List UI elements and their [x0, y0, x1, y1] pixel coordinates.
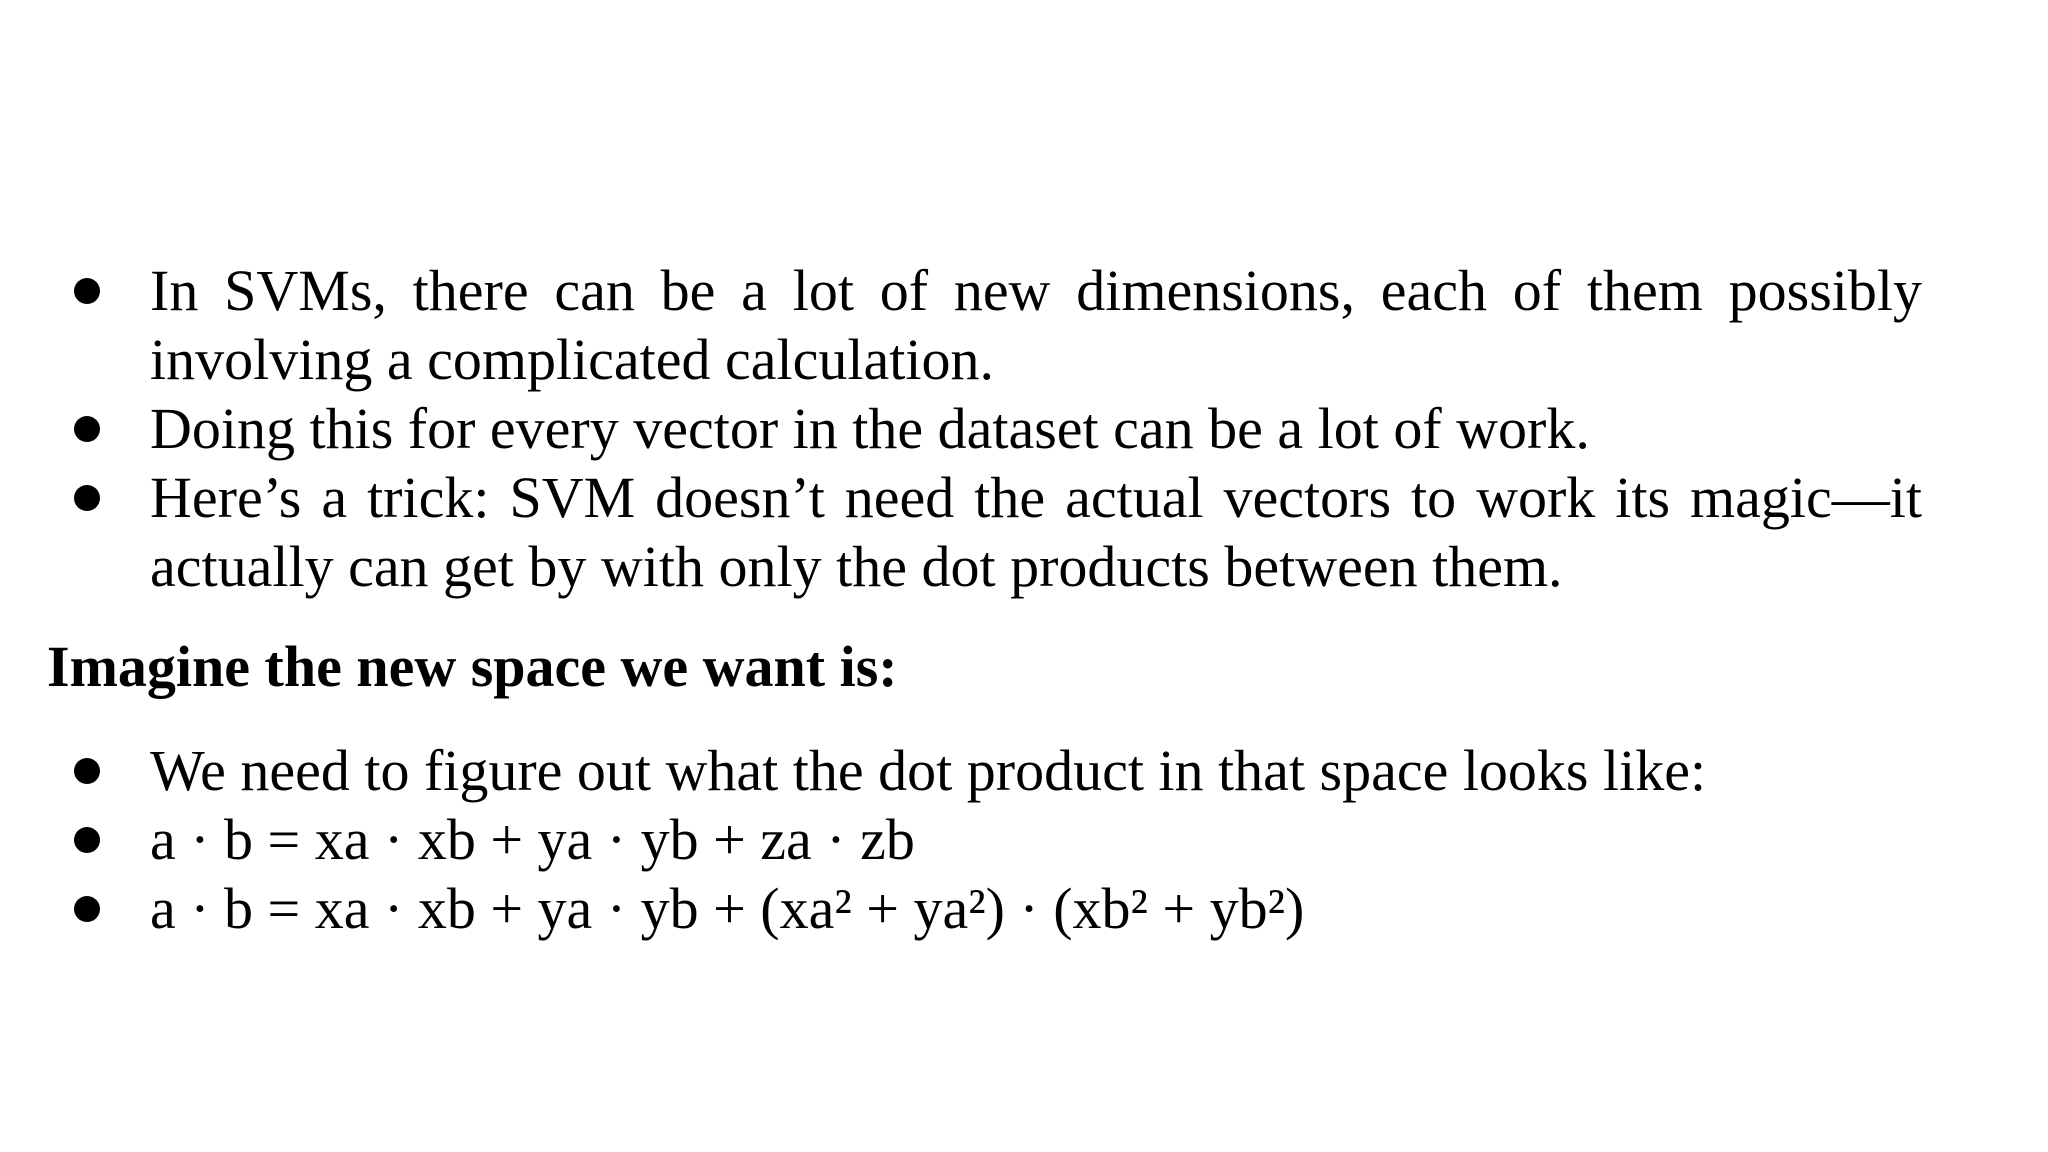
top-bullet-list: [68, 256, 1922, 601]
list-item: [68, 394, 1922, 463]
bullet-icon: [74, 416, 100, 442]
bullet-text: In SVMs, there can be a lot of new dimensions, each of them possibly involving a complicated calculation.: [150, 258, 1922, 392]
section-heading: Imagine the new space we want is:: [47, 634, 898, 699]
list-item: [68, 874, 1922, 943]
bullet-text: We need to figure out what the dot product in that space looks like:: [150, 738, 1707, 803]
bullet-icon: [74, 896, 100, 922]
bottom-bullet-list: [68, 736, 1922, 943]
formula-text: a · b = xa · xb + ya · yb + za · zb: [150, 807, 915, 872]
bullet-icon: [74, 485, 100, 511]
bullet-icon: [74, 758, 100, 784]
bullet-text: Doing this for every vector in the dataset can be a lot of work.: [150, 396, 1590, 461]
bullet-icon: [74, 827, 100, 853]
list-item: [68, 463, 1922, 601]
bullet-icon: [74, 278, 100, 304]
formula-text: a · b = xa · xb + ya · yb + (xa² + ya²) · (xb² + yb²): [150, 876, 1305, 941]
list-item: [68, 736, 1922, 805]
list-item: [68, 256, 1922, 394]
list-item: [68, 805, 1922, 874]
bullet-text: Here’s a trick: SVM doesn’t need the actual vectors to work its magic—it actually can get by with only the dot products between them.: [150, 465, 1922, 599]
